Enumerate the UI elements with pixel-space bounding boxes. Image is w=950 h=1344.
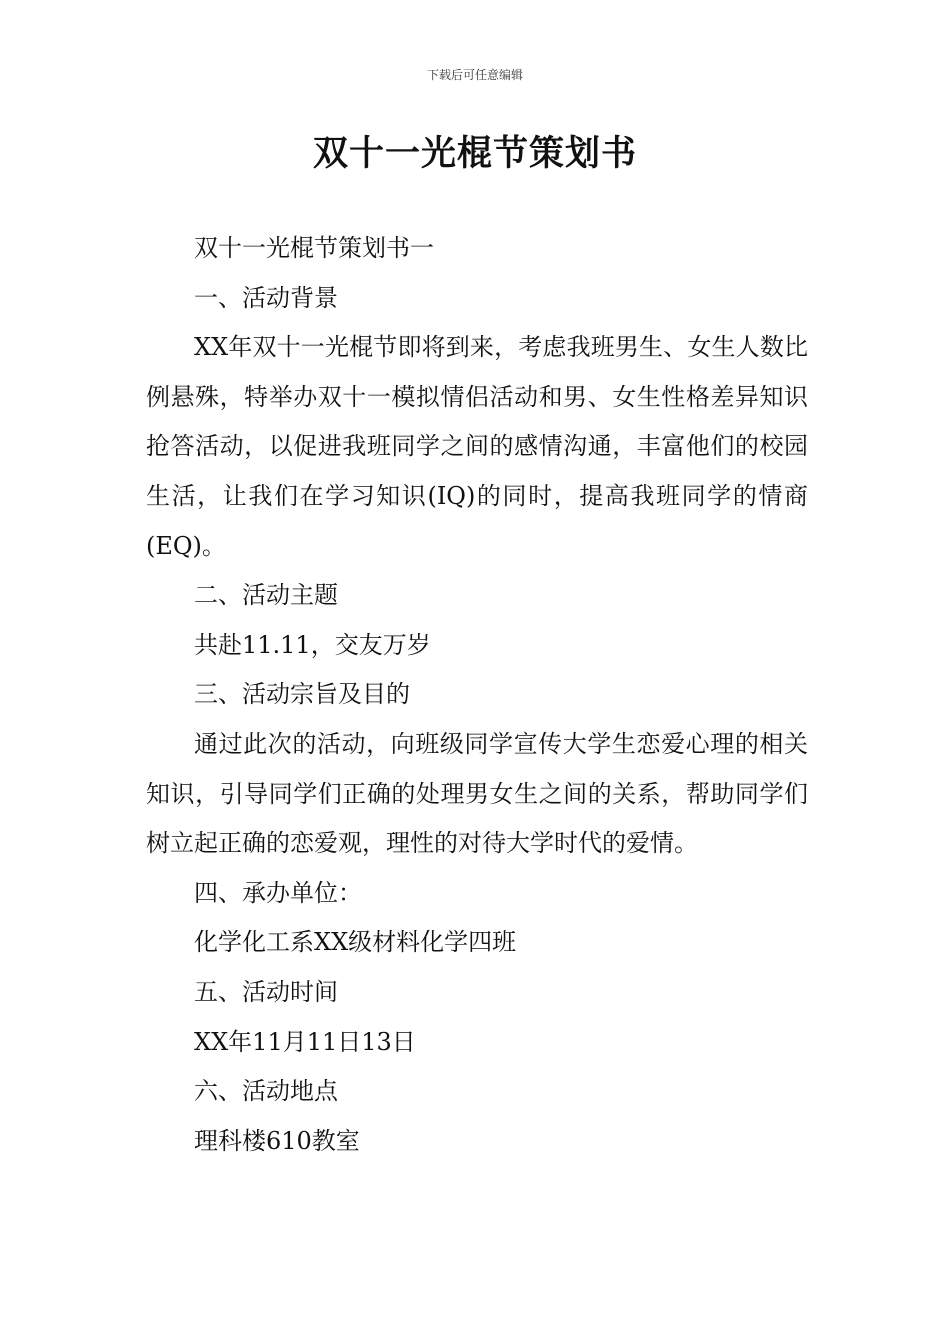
document-body <box>146 224 808 1166</box>
document-title: 双十一光棍节策划书 <box>312 134 637 174</box>
section-heading-location: 六、活动地点 <box>194 1077 338 1106</box>
paragraph-location: 理科楼610教室 <box>194 1126 360 1155</box>
paragraph-subtitle: 双十一光棍节策划书一 <box>194 234 434 262</box>
section-heading-purpose: 三、活动宗旨及目的 <box>194 680 410 709</box>
section-heading-organizer: 四、承办单位： <box>194 878 362 907</box>
paragraph-background: XX年双十一光棍节即将到来，考虑我班男生、女生人数比例悬殊，特举办双十一模拟情侣活动和男、女生性格差异知识抢答活动，以促进我班同学之间的感情沟通，丰富他们的校园生活，让我们在学习知识(IQ)的同时，提高我班同学的情商(EQ)。 <box>146 333 808 560</box>
paragraph-purpose: 通过此次的活动，向班级同学宣传大学生恋爱心理的相关知识，引导同学们正确的处理男女生之间的关系，帮助同学们树立起正确的恋爱观，理性的对待大学时代的爱情。 <box>146 729 808 858</box>
paragraph-time: XX年11月11日13日 <box>194 1027 416 1056</box>
paragraph-organizer: 化学化工系XX级材料化学四班 <box>194 928 517 957</box>
section-heading-time: 五、活动时间 <box>194 977 338 1006</box>
section-heading-theme: 二、活动主题 <box>194 581 338 610</box>
paragraph-theme: 共赴11.11，交友万岁 <box>194 630 431 659</box>
section-heading-background: 一、活动背景 <box>194 283 338 312</box>
header-note: 下载后可任意编辑 <box>426 68 523 82</box>
